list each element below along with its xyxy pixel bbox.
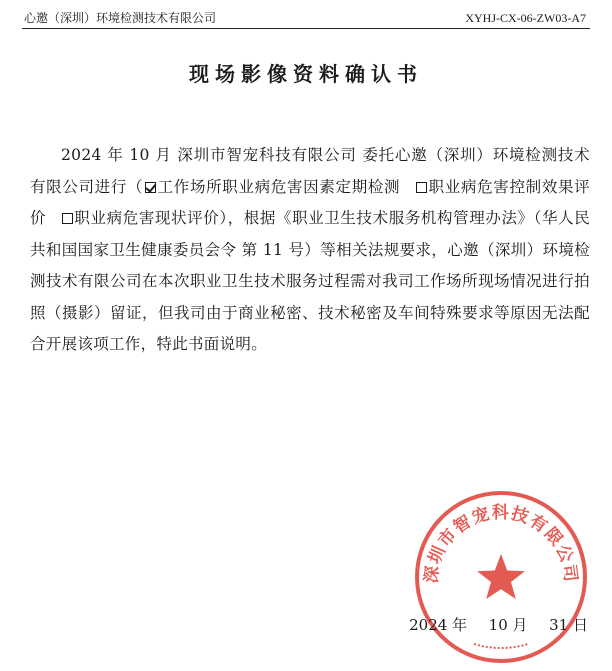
- option-status-evaluation: 职业病危害现状评价: [74, 209, 220, 227]
- date-day: 31: [549, 616, 569, 634]
- checkbox-control-effect-evaluation: [416, 182, 427, 193]
- seal-arc-text: 深圳市智宠科技有限公司: [421, 503, 581, 585]
- document-code: XYHJ-CX-06-ZW03-A7: [465, 11, 586, 25]
- option-periodic-detection: 工作场所职业病危害因素定期检测: [157, 177, 401, 196]
- confirmation-paragraph: [30, 140, 590, 361]
- checkbox-periodic-detection: [145, 182, 156, 193]
- date-day-unit: 日: [572, 616, 588, 634]
- paragraph-intro: 2024 年 10 月 深圳市智宠科技有限公司 委托心邀（深圳）环境检测技术有限公司进行（: [30, 146, 590, 196]
- signature-date: [409, 614, 588, 635]
- date-month: 10: [488, 616, 508, 634]
- page-title: 现场影像资料确认书: [189, 62, 423, 86]
- paragraph-body: ），根据《职业卫生技术服务机构管理办法》（华人民共和国国家卫生健康委员会令 第 11 号）等相关法规要求，心邀（深圳）环境检测技术有限公司在本次职业卫生技术服务过程需对我司工作场所现场情况进行拍照（摄影）留证，但我司由于商业秘密、技术秘密及车间特殊要求等原因无法配合开展该项工作，特此书面说明。: [30, 209, 591, 353]
- seal-bottom-serial: [474, 644, 528, 648]
- company-seal-stamp: [412, 488, 590, 666]
- header-divider: [22, 28, 590, 29]
- date-year: 2024: [409, 616, 448, 634]
- date-year-unit: 年: [452, 616, 468, 634]
- date-month-unit: 月: [512, 616, 528, 634]
- option-control-effect-evaluation: 职业病危害控制效果评价: [30, 177, 590, 227]
- checkbox-status-evaluation: [62, 213, 73, 224]
- seal-star-icon: [477, 554, 525, 599]
- header-company-name: 心邀（深圳）环境检测技术有限公司: [24, 11, 217, 25]
